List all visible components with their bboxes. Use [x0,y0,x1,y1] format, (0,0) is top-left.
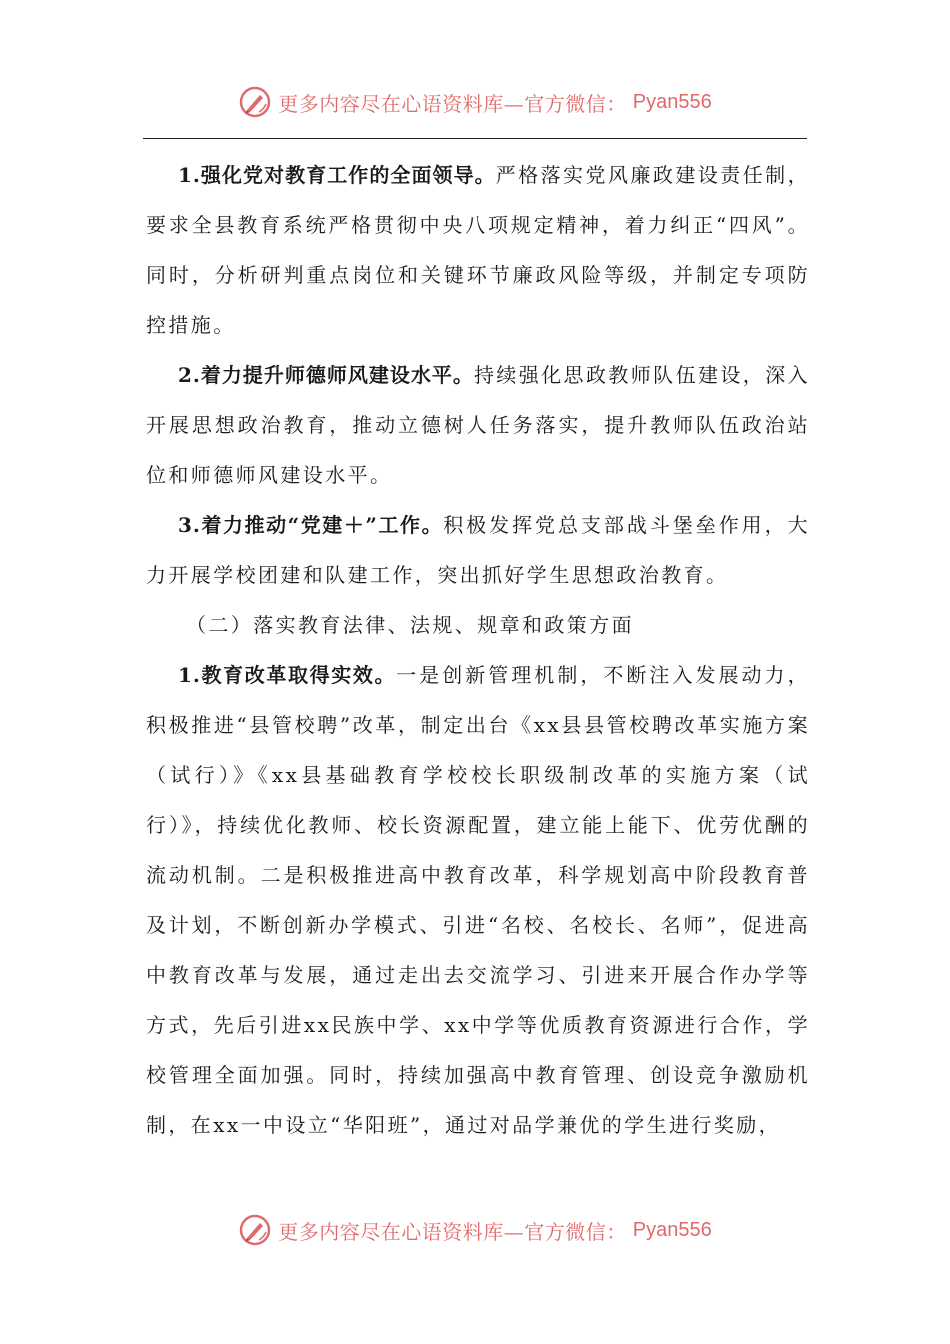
watermark-text: 更多内容尽在心语资料库—官方微信： [278,91,627,116]
paragraph-3 [146,500,810,600]
footer-watermark-text: 更多内容尽在心语资料库—官方微信： [278,1219,627,1244]
paragraph-4-heading: 1.教育改革取得实效。 [178,663,397,687]
paragraph-2-text: 持续强化思政教师队伍建设，深入开展思想政治教育，推动立德树人任务落实，提升教师队伍政治站位和师德师风建设水平。 [146,363,810,487]
footer-watermark-brand [238,1213,711,1247]
header-divider [143,138,807,139]
section-heading [146,600,810,650]
footer-watermark-wechat-id: Pyan556 [632,1218,712,1241]
paragraph-2 [146,350,810,500]
section-heading-text: （二）落实教育法律、法规、规章和政策方面 [186,613,634,637]
paragraph-2-heading: 2.着力提升师德师风建设水平。 [178,363,474,387]
page-header-watermark [0,80,950,124]
page-footer-watermark [0,1208,950,1252]
pen-logo-icon [238,1213,272,1247]
document-body [146,150,810,1150]
pen-logo-icon [238,85,272,119]
watermark-wechat-id: Pyan556 [632,90,712,113]
paragraph-3-heading: 3.着力推动“党建＋”工作。 [178,513,444,537]
paragraph-1-text: 严格落实党风廉政建设责任制，要求全县教育系统严格贯彻中央八项规定精神，着力纠正“四风”。同时，分析研判重点岗位和关键环节廉政风险等级，并制定专项防控措施。 [146,163,810,337]
watermark-brand [238,85,711,119]
paragraph-4 [146,650,810,1150]
paragraph-4-text: 一是创新管理机制，不断注入发展动力，积极推进“县管校聘”改革，制定出台《xx县县管校聘改革实施方案（试行）》《xx县基础教育学校校长职级制改革的实施方案（试行）》，持续优化教师、校长资源配置，建立能上能下、优劳优酬的流动机制。二是积极推进高中教育改革，科学规划高中阶段教育普及计划，不断创新办学模式、引进“名校、名校长、名师”，促进高中教育改革与发展，通过走出去交流学习、引进来开展合作办学等方式，先后引进xx民族中学、xx中学等优质教育资源进行合作，学校管理全面加强。同时，持续加强高中教育管理、创设竞争激励机制，在xx一中设立“华阳班”，通过对品学兼优的学生进行奖励， [146,663,810,1137]
paragraph-3-text: 积极发挥党总支部战斗堡垒作用，大力开展学校团建和队建工作，突出抓好学生思想政治教育。 [146,513,810,587]
paragraph-1-heading: 1.强化党对教育工作的全面领导。 [178,163,496,187]
paragraph-1 [146,150,810,350]
